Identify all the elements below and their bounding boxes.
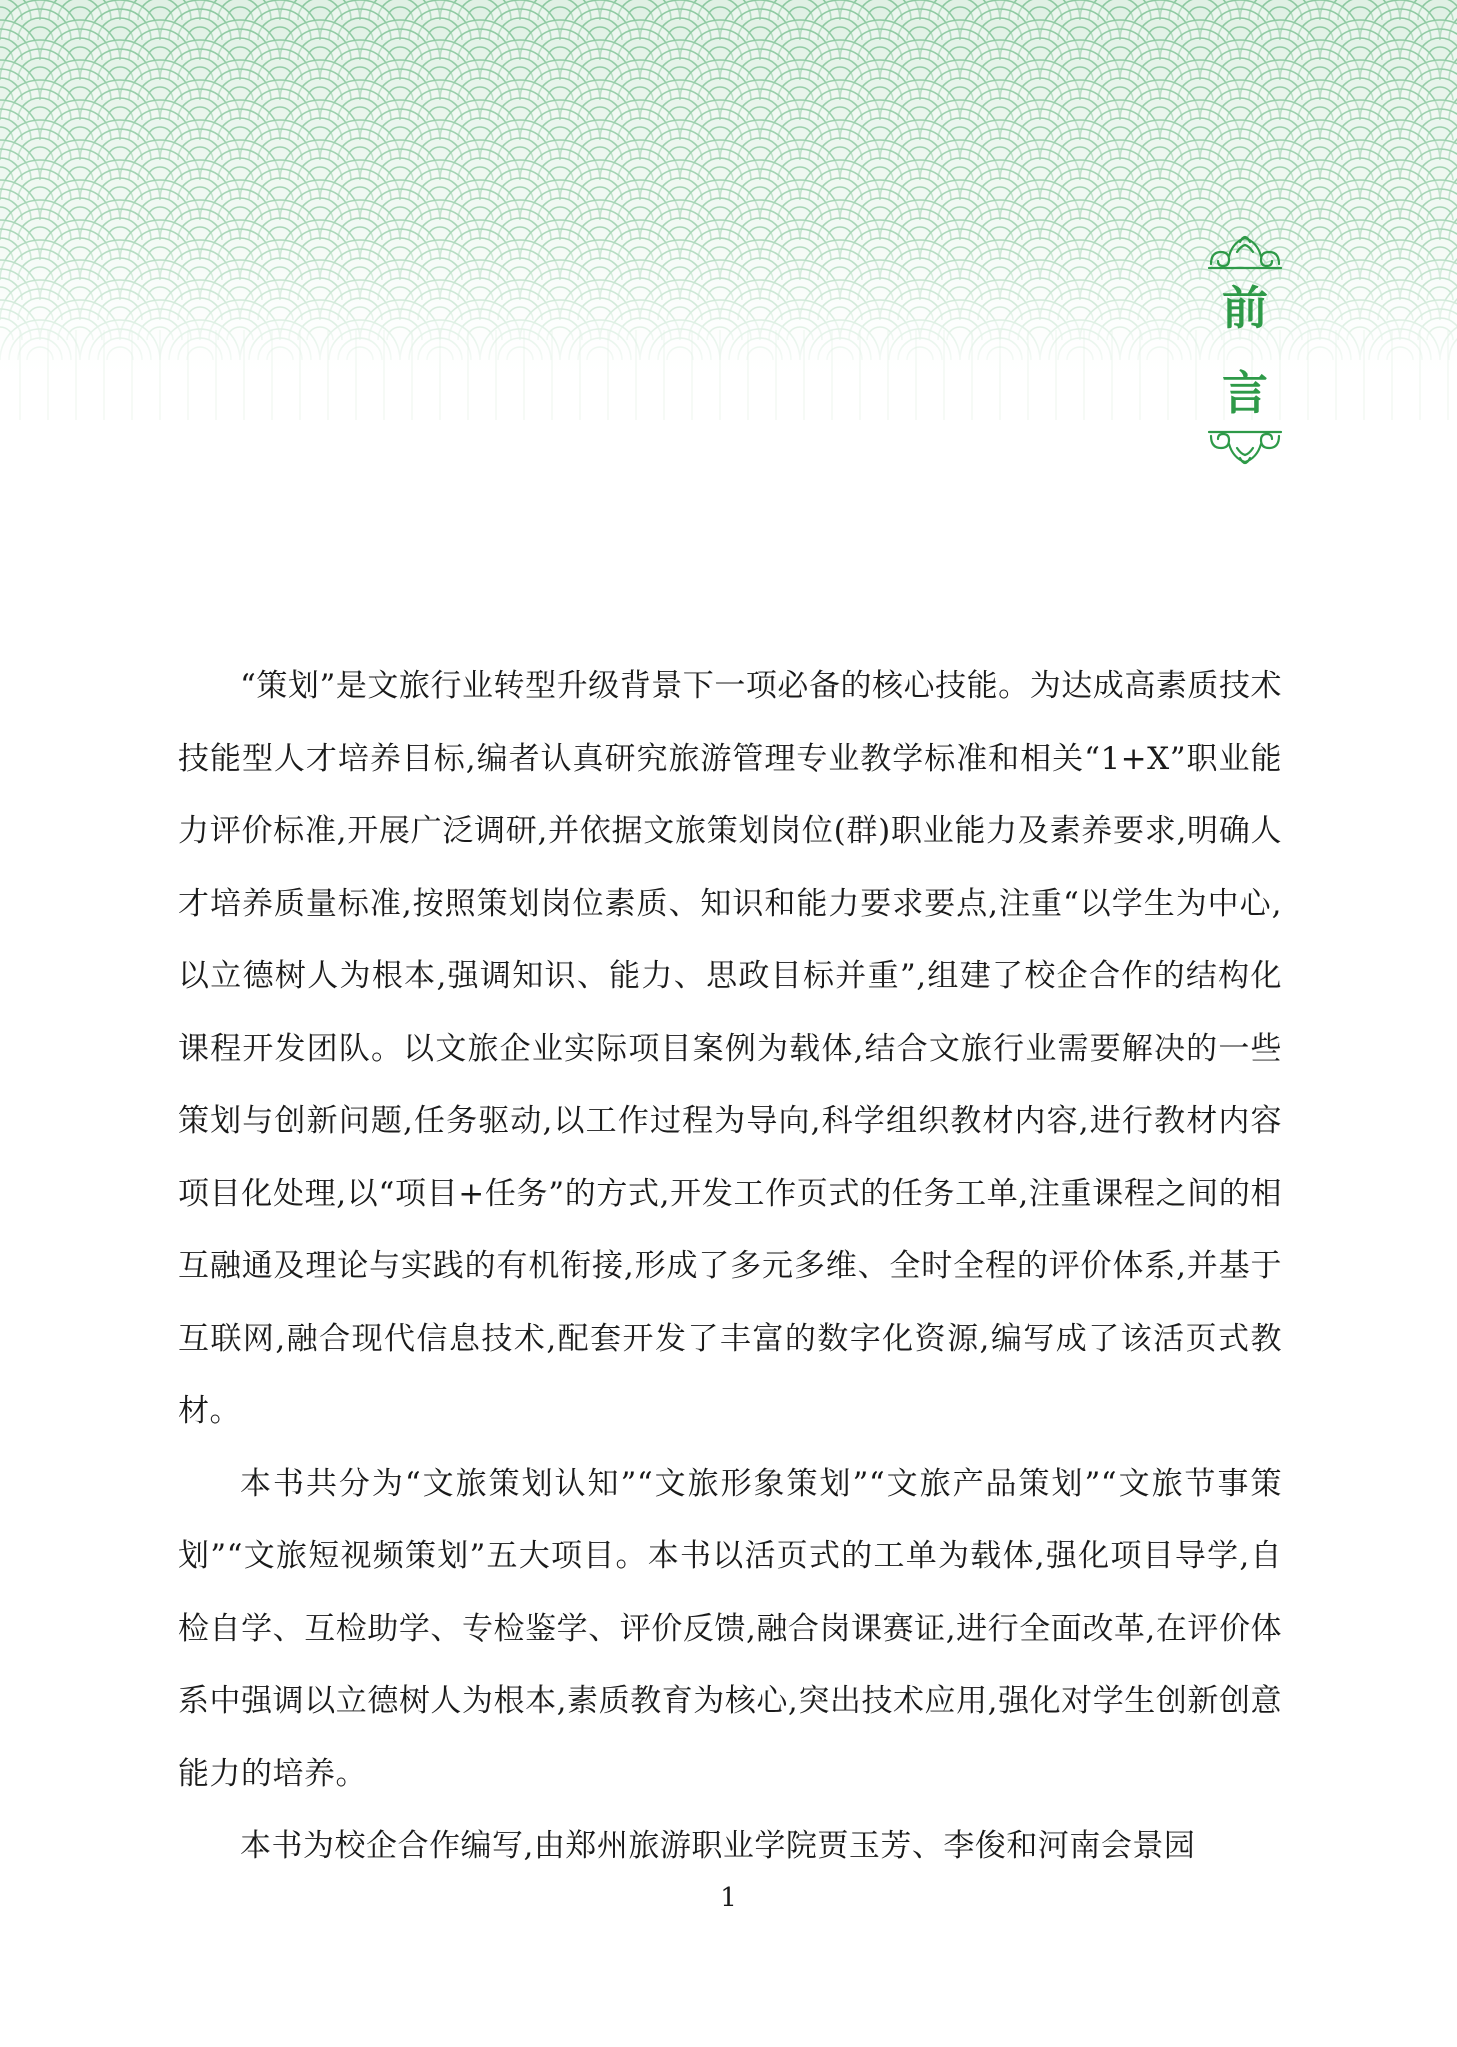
title-char-yan: 言 bbox=[1222, 366, 1268, 420]
paragraph-2: 本书共分为“文旅策划认知”“文旅形象策划”“文旅产品策划”“文旅节事策划”“文旅短视频策划”五大项目。本书以活页式的工单为载体,强化项目导学,自检自学、互检助学、专检鉴学、评价反馈,融合岗课赛证,进行全面改革,在评价体系中强调以立德树人为根本,素质教育为核心,突出技术应用,强化对学生创新创意能力的培养。 bbox=[178, 1465, 1282, 1792]
cloud-scroll-ornament-icon-bottom bbox=[1207, 430, 1283, 470]
paragraph-1: “策划”是文旅行业转型升级背景下一项必备的核心技能。为达成高素质技术技能型人才培养目标,编者认真研究旅游管理专业教学标准和相关“1+X”职业能力评价标准,开展广泛调研,并依据文旅策划岗位(群)职业能力及素养要求,明确人才培养质量标准,按照策划岗位素质、知识和能力要求要点,注重“以学生为中心,以立德树人为根本,强调知识、能力、思政目标并重”,组建了校企合作的结构化课程开发团队。以文旅企业实际项目案例为载体,结合文旅行业需要解决的一些策划与创新问题,任务驱动,以工作过程为导向,科学组织教材内容,进行教材内容项目化处理,以“项目+任务”的方式,开发工作页式的任务工单,注重课程之间的相互融通及理论与实践的有机衔接,形成了多元多维、全时全程的评价体系,并基于互联网,融合现代信息技术,配套开发了丰富的数字化资源,编写成了该活页式教材。 bbox=[178, 668, 1282, 1429]
preface-title bbox=[1195, 230, 1295, 490]
paragraph-3: 本书为校企合作编写,由郑州旅游职业学院贾玉芳、李俊和河南会景园 bbox=[240, 1828, 1196, 1864]
preface-body bbox=[178, 650, 1282, 1883]
cloud-scroll-ornament-icon bbox=[1207, 230, 1283, 270]
title-char-qian: 前 bbox=[1222, 281, 1268, 335]
page-number: 1 bbox=[720, 1883, 737, 1913]
